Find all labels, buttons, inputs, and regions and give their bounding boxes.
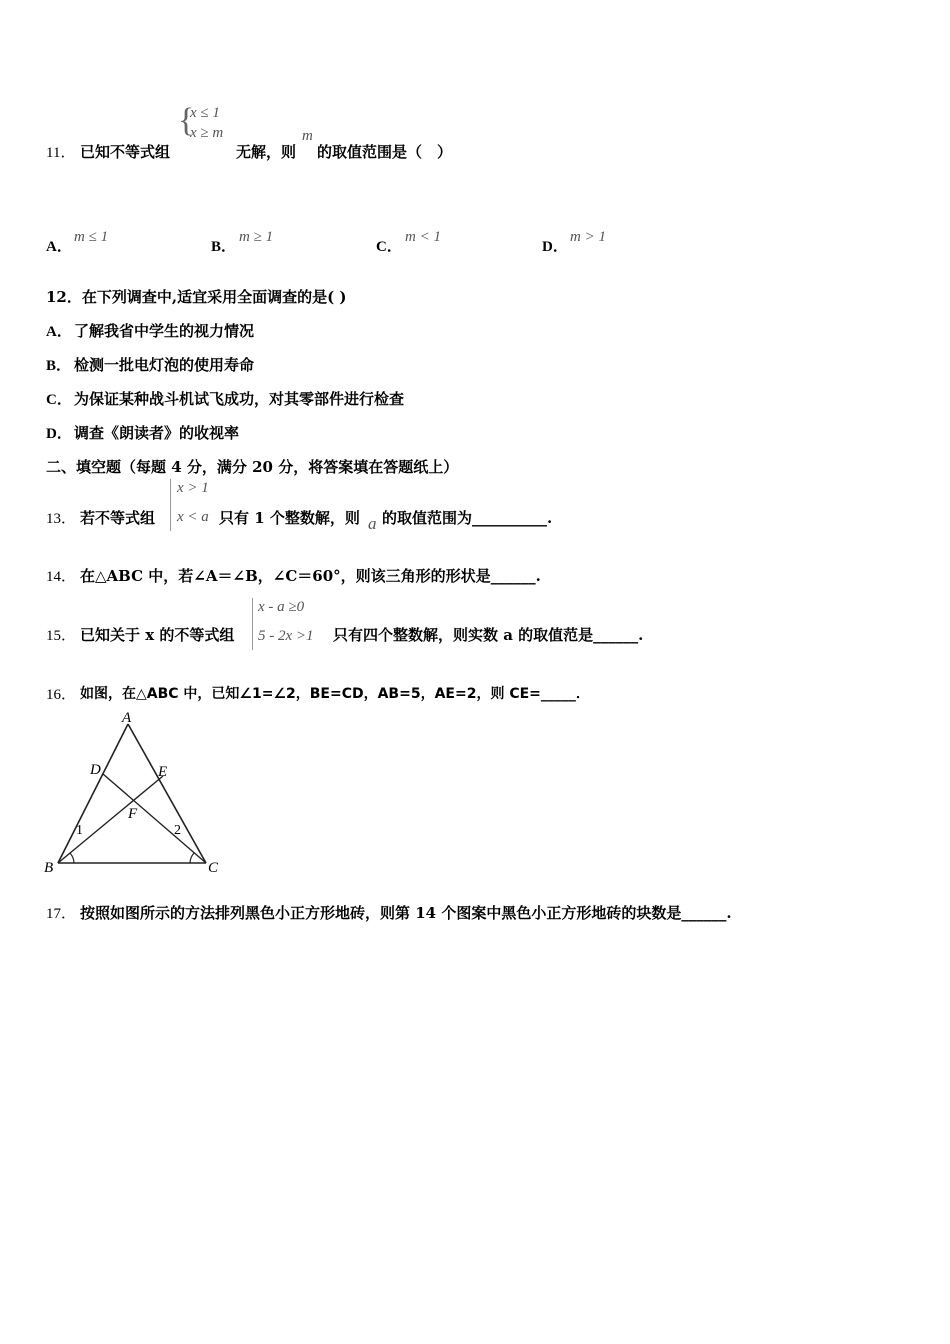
question-text: 如图，在△ABC 中，已知∠1=∠2，BE=CD，AB=5，AE=2，则 CE=_____． bbox=[80, 686, 590, 702]
inequality-system bbox=[166, 477, 222, 533]
option-b-math: m ≥ 1 bbox=[239, 229, 274, 245]
angle-2-arc bbox=[190, 853, 194, 863]
question-text: 的取值范围是（ ） bbox=[317, 143, 453, 161]
option-d-text: 调查《朗读者》的收视率 bbox=[74, 424, 240, 442]
system-line-1: x ≤ 1 bbox=[190, 105, 220, 121]
side-ac bbox=[128, 724, 206, 863]
option-a-text: 了解我省中学生的视力情况 bbox=[74, 322, 255, 340]
option-a-label: A． bbox=[46, 324, 72, 340]
option-c-label: C． bbox=[376, 239, 402, 255]
option-a-label: A． bbox=[46, 239, 72, 255]
question-text: 在△ABC 中，若∠A＝∠B，∠C＝60°，则该三角形的形状是______. bbox=[80, 567, 541, 585]
variable: a bbox=[368, 514, 377, 533]
system-line-2: x ≥ m bbox=[190, 125, 224, 141]
label-e: E bbox=[158, 764, 168, 780]
option-a-math: m ≤ 1 bbox=[74, 229, 109, 245]
option-d-label: D． bbox=[542, 239, 568, 255]
brace-icon bbox=[170, 479, 171, 531]
question-text: 只有 1 个整数解，则 bbox=[219, 509, 360, 527]
brace-icon: { bbox=[178, 102, 195, 139]
question-number: 17． bbox=[46, 906, 77, 922]
angle-1-arc bbox=[70, 853, 74, 863]
inequality-system bbox=[178, 103, 238, 143]
label-b: B bbox=[44, 860, 54, 876]
question-number: 16． bbox=[46, 687, 77, 703]
variable: m bbox=[302, 128, 313, 144]
label-f: F bbox=[128, 806, 138, 822]
option-c-text: 为保证某种战斗机试飞成功，对其零部件进行检查 bbox=[74, 390, 405, 408]
question-number: 15． bbox=[46, 628, 77, 644]
question-number: 14． bbox=[46, 569, 77, 585]
option-b-label: B． bbox=[211, 239, 237, 255]
system-line-1: x > 1 bbox=[177, 480, 209, 496]
inequality-system bbox=[248, 596, 334, 652]
label-c: C bbox=[208, 860, 219, 876]
label-angle-1: 1 bbox=[76, 823, 83, 838]
question-number: 13． bbox=[46, 511, 77, 527]
segment-cd bbox=[103, 774, 206, 863]
question-text: 只有四个整数解，则实数 a 的取值范是______. bbox=[333, 626, 644, 644]
option-d-label: D． bbox=[46, 426, 72, 442]
question-number: 11． bbox=[46, 145, 76, 161]
system-line-1: x - a ≥0 bbox=[258, 599, 305, 615]
question-text: 按照如图所示的方法排列黑色小正方形地砖，则第 14 个图案中黑色小正方形地砖的块数是______. bbox=[80, 904, 732, 922]
system-line-2: x < a bbox=[177, 509, 209, 525]
system-line-2: 5 - 2x >1 bbox=[258, 628, 314, 644]
question-stem: 12．在下列调查中,适宜采用全面调查的是( ) bbox=[46, 288, 347, 306]
brace-icon bbox=[252, 598, 253, 650]
question-text: 若不等式组 bbox=[80, 509, 156, 527]
option-b-text: 检测一批电灯泡的使用寿命 bbox=[74, 356, 255, 374]
side-ab bbox=[58, 724, 128, 863]
section-heading: 二、填空题（每题 4 分，满分 20 分，将答案填在答题纸上） bbox=[46, 458, 459, 476]
option-d-math: m > 1 bbox=[570, 229, 606, 245]
option-b-label: B． bbox=[46, 358, 72, 374]
triangle-figure bbox=[40, 708, 230, 880]
question-text: 已知关于 x 的不等式组 bbox=[80, 626, 235, 644]
question-text: 无解，则 bbox=[236, 143, 297, 161]
label-a: A bbox=[122, 710, 132, 726]
segment-be bbox=[58, 776, 163, 863]
label-d: D bbox=[90, 762, 101, 778]
option-c-math: m < 1 bbox=[405, 229, 441, 245]
option-c-label: C． bbox=[46, 392, 72, 408]
label-angle-2: 2 bbox=[174, 823, 181, 838]
question-text: 已知不等式组 bbox=[80, 143, 171, 161]
question-text: 的取值范围为__________. bbox=[382, 509, 553, 527]
